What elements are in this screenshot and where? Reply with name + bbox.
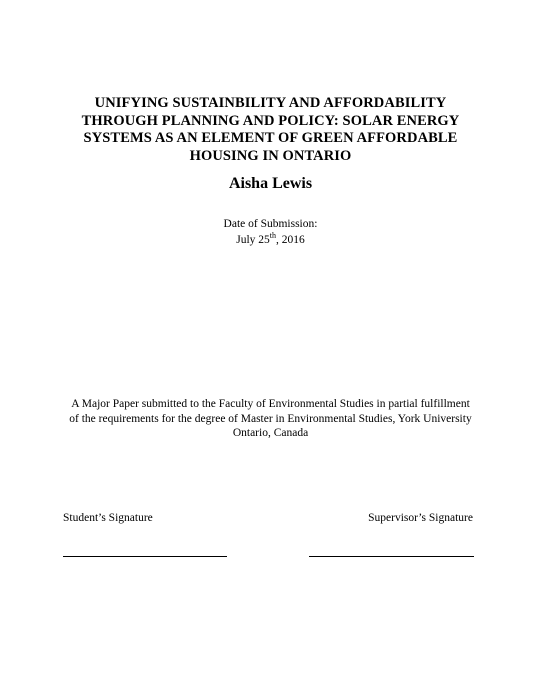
submission-date-month-day: July 25	[236, 234, 270, 246]
title-line-3: SYSTEMS AS AN ELEMENT OF GREEN AFFORDABLE	[83, 130, 458, 146]
supervisor-signature-label: Supervisor’s Signature	[368, 512, 473, 524]
statement-line-2: of the requirements for the degree of Master in Environmental Studies, York University	[69, 412, 472, 425]
submission-date-label: Date of Submission:	[223, 218, 318, 230]
submission-date	[0, 233, 541, 247]
title-line-2: THROUGH PLANNING AND POLICY: SOLAR ENERGY	[81, 112, 460, 129]
statement-line-3: Ontario, Canada	[232, 427, 309, 439]
title-line-1: UNIFYING SUSTAINBILITY AND AFFORDABILITY	[94, 95, 447, 111]
paper-title	[40, 95, 501, 165]
student-signature-label: Student’s Signature	[63, 512, 153, 524]
degree-statement	[30, 397, 511, 441]
submission-date-year: , 2016	[276, 234, 305, 246]
supervisor-signature-line	[309, 556, 474, 557]
title-line-4: HOUSING IN ONTARIO	[189, 147, 352, 164]
submission-date-suffix: th	[269, 231, 277, 240]
statement-line-1: A Major Paper submitted to the Faculty of Environmental Studies in partial fulfillment	[71, 398, 470, 410]
author-name: Aisha Lewis	[228, 175, 313, 192]
student-signature-line	[63, 556, 227, 557]
